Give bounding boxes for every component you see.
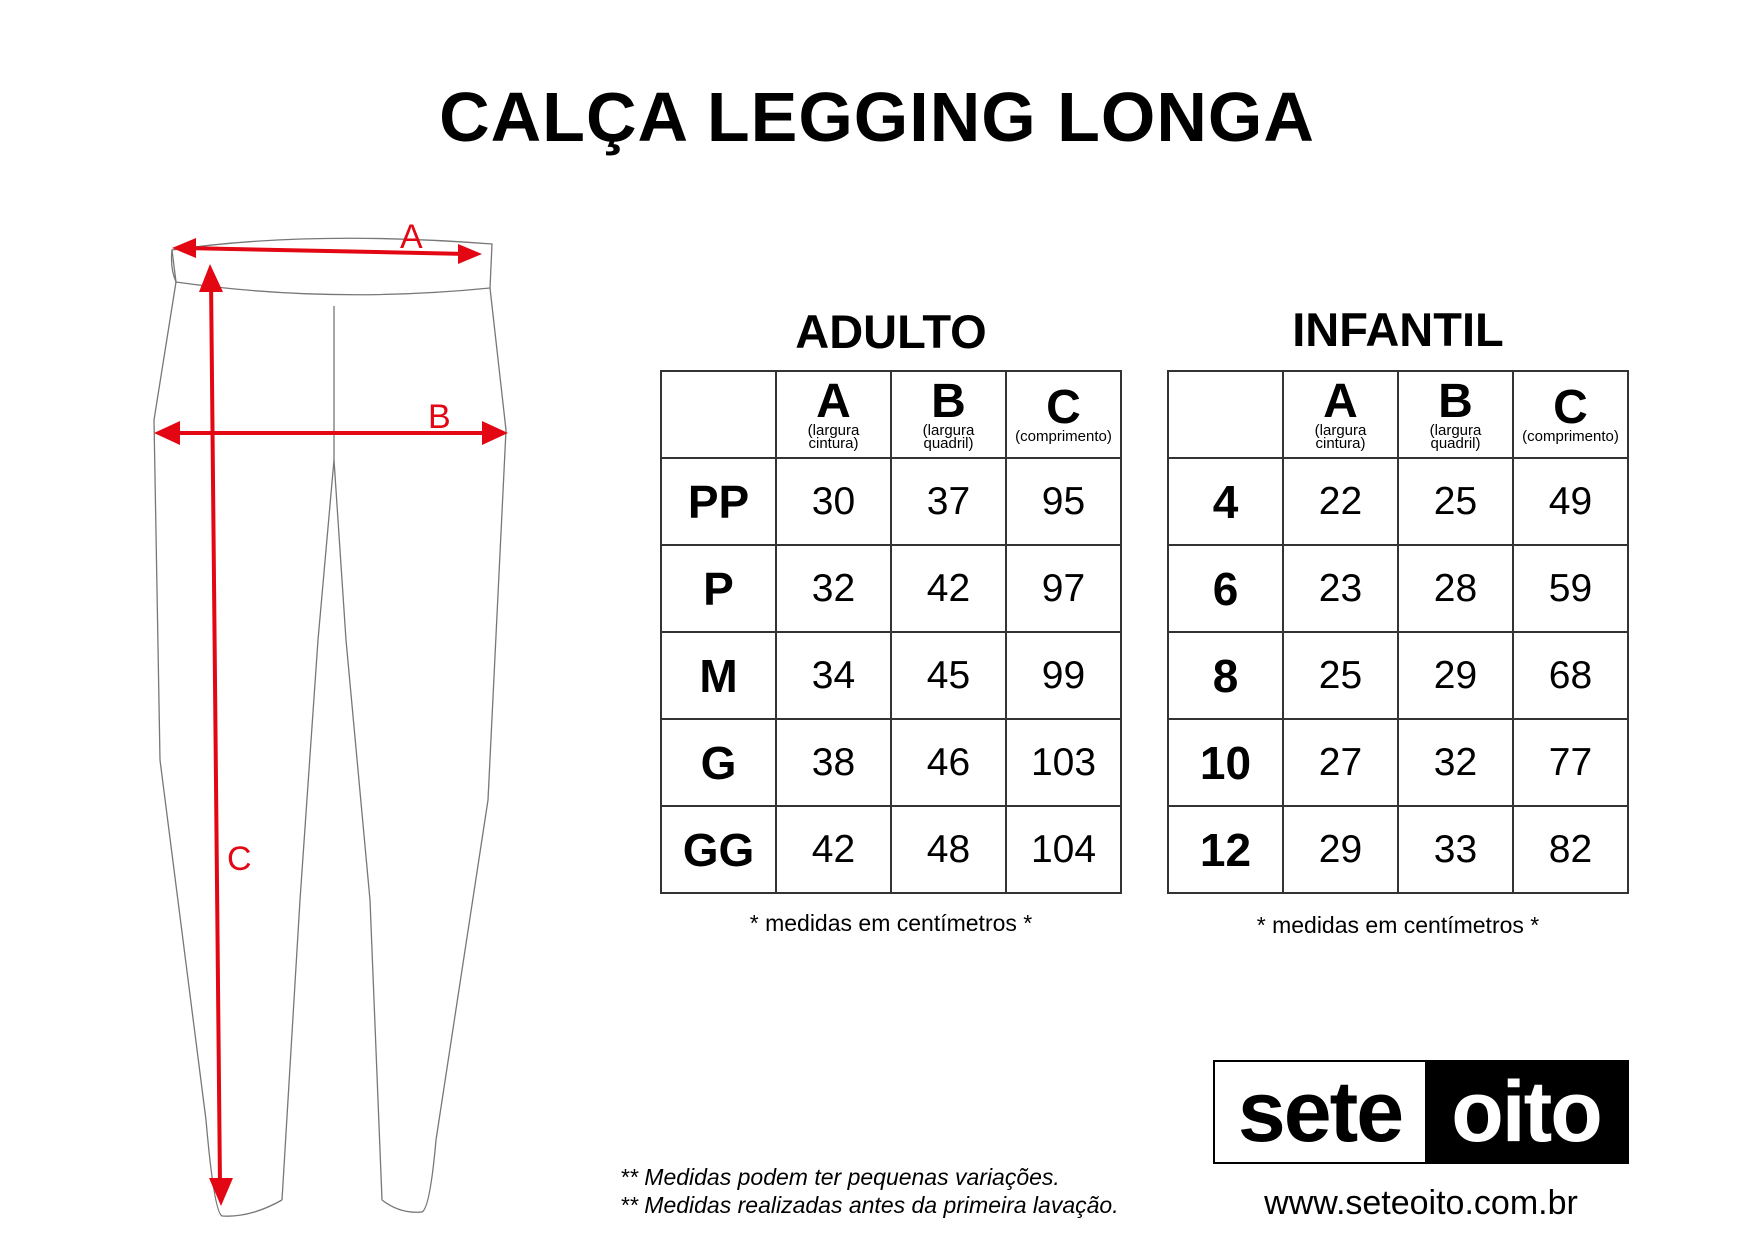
- value-c: 59: [1513, 545, 1628, 632]
- footnote: ** Medidas podem ter pequenas variações.: [620, 1164, 1060, 1190]
- website-url: www.seteoito.com.br: [1264, 1184, 1578, 1222]
- adulto-units-note: * medidas em centímetros *: [749, 910, 1033, 936]
- size-label: 6: [1168, 545, 1283, 632]
- value-a: 30: [776, 458, 891, 545]
- table-row: [1168, 806, 1628, 893]
- size-label: GG: [661, 806, 776, 893]
- logo-text-left: sete: [1215, 1062, 1425, 1162]
- value-c: 77: [1513, 719, 1628, 806]
- table-row: [1168, 632, 1628, 719]
- value-b: 42: [891, 545, 1006, 632]
- corner-cell: [661, 371, 776, 458]
- value-b: 46: [891, 719, 1006, 806]
- col-header-a: A (largura cintura): [776, 371, 891, 458]
- value-a: 22: [1283, 458, 1398, 545]
- size-label: 10: [1168, 719, 1283, 806]
- value-b: 48: [891, 806, 1006, 893]
- adulto-table: [660, 370, 1122, 894]
- brand-logo: [1213, 1060, 1629, 1164]
- table-row: [1168, 719, 1628, 806]
- value-c: 68: [1513, 632, 1628, 719]
- value-c: 103: [1006, 719, 1121, 806]
- size-label: 8: [1168, 632, 1283, 719]
- value-a: 42: [776, 806, 891, 893]
- table-row: [1168, 458, 1628, 545]
- label-b: B: [428, 398, 451, 436]
- value-b: 25: [1398, 458, 1513, 545]
- col-header-c: C (comprimento): [1513, 371, 1628, 458]
- col-header-c: C (comprimento): [1006, 371, 1121, 458]
- label-c: C: [227, 840, 252, 878]
- infantil-units-note: * medidas em centímetros *: [1256, 912, 1540, 938]
- value-c: 97: [1006, 545, 1121, 632]
- value-b: 28: [1398, 545, 1513, 632]
- adulto-title: ADULTO: [795, 305, 987, 358]
- col-header-b: B (largura quadril): [891, 371, 1006, 458]
- size-label: 4: [1168, 458, 1283, 545]
- size-label: P: [661, 545, 776, 632]
- corner-cell: [1168, 371, 1283, 458]
- infantil-title: INFANTIL: [1292, 303, 1504, 356]
- value-a: 25: [1283, 632, 1398, 719]
- footnote: ** Medidas realizadas antes da primeira lavação.: [620, 1192, 1119, 1218]
- label-a: A: [400, 218, 423, 256]
- table-row: [661, 719, 1121, 806]
- value-a: 27: [1283, 719, 1398, 806]
- size-label: 12: [1168, 806, 1283, 893]
- value-a: 34: [776, 632, 891, 719]
- table-row: [661, 806, 1121, 893]
- logo-text-right: oito: [1425, 1062, 1627, 1162]
- table-row: [661, 458, 1121, 545]
- value-c: 104: [1006, 806, 1121, 893]
- page-title: CALÇA LEGGING LONGA: [439, 78, 1315, 156]
- table-row: [1168, 545, 1628, 632]
- value-c: 82: [1513, 806, 1628, 893]
- value-a: 32: [776, 545, 891, 632]
- size-label: M: [661, 632, 776, 719]
- infantil-table: [1167, 370, 1629, 894]
- value-a: 29: [1283, 806, 1398, 893]
- value-b: 29: [1398, 632, 1513, 719]
- value-c: 99: [1006, 632, 1121, 719]
- value-b: 45: [891, 632, 1006, 719]
- size-label: G: [661, 719, 776, 806]
- value-a: 38: [776, 719, 891, 806]
- table-row: [661, 545, 1121, 632]
- value-a: 23: [1283, 545, 1398, 632]
- col-header-a: A (largura cintura): [1283, 371, 1398, 458]
- value-b: 37: [891, 458, 1006, 545]
- legging-diagram: [0, 0, 560, 1241]
- table-row: [661, 632, 1121, 719]
- value-b: 32: [1398, 719, 1513, 806]
- value-c: 49: [1513, 458, 1628, 545]
- size-label: PP: [661, 458, 776, 545]
- value-c: 95: [1006, 458, 1121, 545]
- value-b: 33: [1398, 806, 1513, 893]
- footnotes: [620, 1163, 1119, 1219]
- col-header-b: B (largura quadril): [1398, 371, 1513, 458]
